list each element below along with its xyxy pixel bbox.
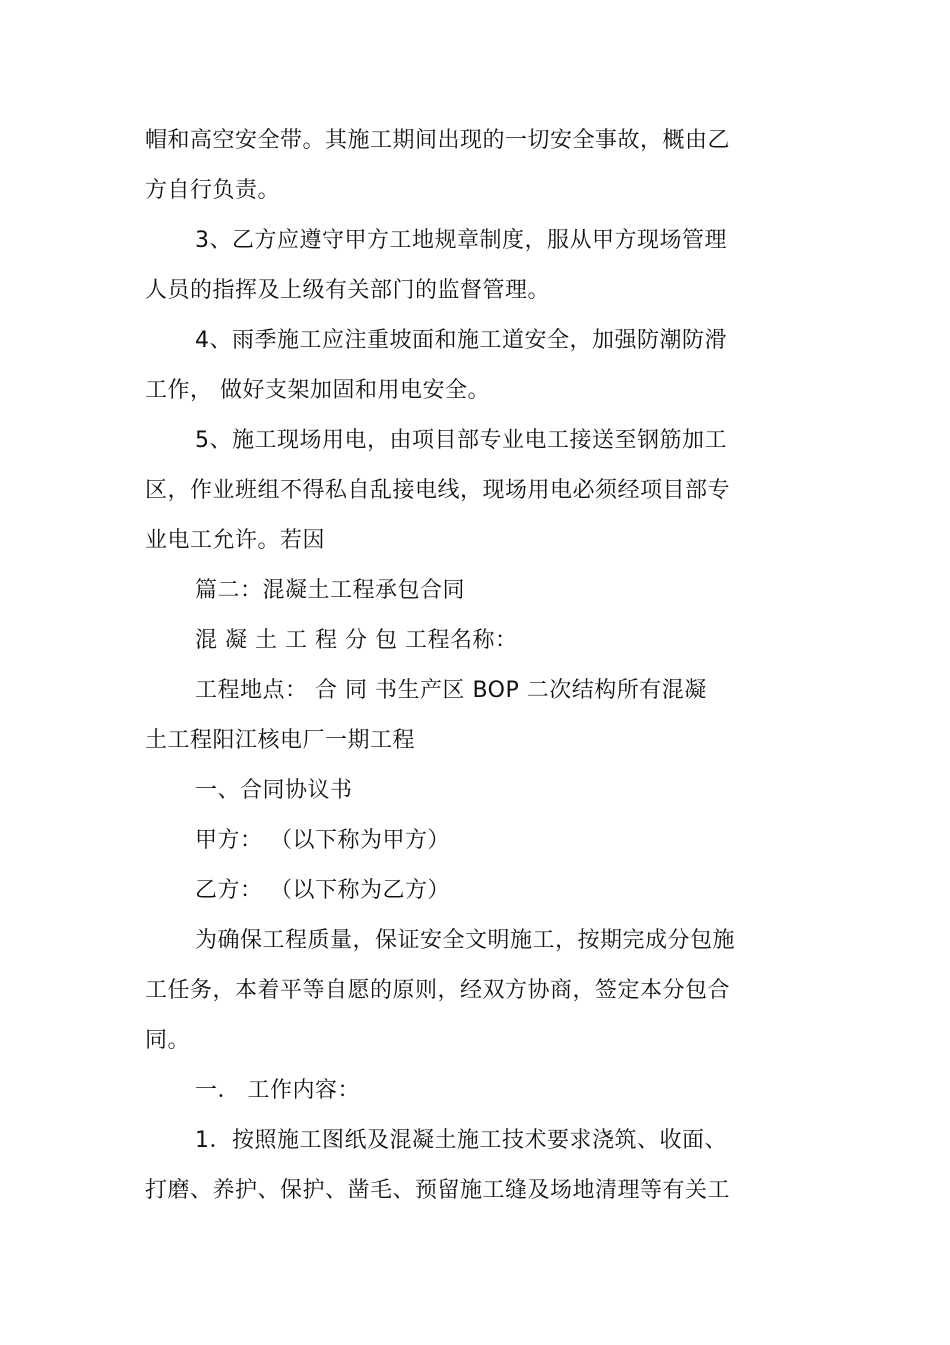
text-line: 业电工允许。若因 [145,528,326,553]
text-line: 混 凝 土 工 程 分 包 工程名称： [195,628,518,653]
text-line: 人员的指挥及上级有关部门的监督管理。 [145,278,551,303]
text-line: 工任务，本着平等自愿的原则，经双方协商，签定本分包合 [145,978,731,1003]
text-line: 工作， 做好支架加固和用电安全。 [145,378,490,403]
text-line: 区，作业班组不得私自乱接电线，现场用电必须经项目部专 [145,478,731,503]
text-line: 帽和高空安全带。其施工期间出现的一切安全事故，概由乙 [145,128,731,153]
section-heading: 一． 工作内容： [195,1078,360,1103]
text-line: 3、乙方应遵守甲方工地规章制度，服从甲方现场管理 [195,228,727,253]
text-line: 打磨、养护、保护、凿毛、预留施工缝及场地清理等有关工 [145,1178,731,1203]
text-line: 同。 [145,1028,191,1053]
text-line: 甲方： （以下称为甲方） [195,828,450,853]
section-heading: 篇二：混凝土工程承包合同 [195,578,466,603]
text-line: 为确保工程质量，保证安全文明施工，按期完成分包施 [195,928,736,953]
text-line: 1．按照施工图纸及混凝土施工技术要求浇筑、收面、 [195,1128,727,1153]
text-line: 工程地点： 合 同 书生产区 BOP 二次结构所有混凝 [195,678,707,703]
text-line: 4、雨季施工应注重坡面和施工道安全，加强防潮防滑 [195,328,727,353]
text-line: 5、施工现场用电，由项目部专业电工接送至钢筋加工 [195,428,727,453]
text-line: 乙方： （以下称为乙方） [195,878,450,903]
section-heading: 一、合同协议书 [195,778,353,803]
text-line: 土工程阳江核电厂一期工程 [145,728,416,753]
text-line: 方自行负责。 [145,178,281,203]
